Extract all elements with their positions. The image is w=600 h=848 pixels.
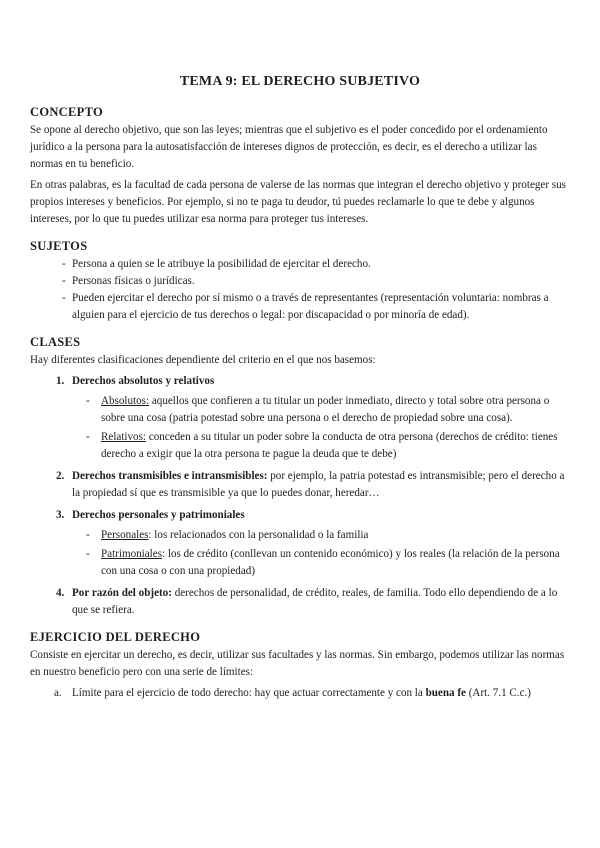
concepto-paragraph-1: Se opone al derecho objetivo, que son las leyes; mientras que el subjetivo es el poder concedido por el ordenamiento jurídico a la persona para la autosatisfacción de intereses dignos de protección, es decir, es el derecho a utilizar las normas en tu beneficio. [30,124,548,170]
term: Absolutos: [101,395,150,407]
clase-item-3 [30,507,570,580]
section-concepto [30,103,570,228]
list-item [72,546,570,580]
clase-item-4 [30,585,570,619]
item-bold-text: buena fe [425,687,466,699]
item-text: (Art. 7.1 C.c.) [465,687,531,699]
heading-clases: CLASES [30,335,81,349]
list-item: - Personas físicas o jurídicas. [30,273,570,290]
term-definition: aquellos que confieren a tu titular un poder inmediato, directo y total sobre otra persona o sobre una cosa (patria potestad sobre una persona o el derecho de propiedad sobre una cosa). [101,395,550,424]
sub-list [72,527,570,580]
item-title: Derechos absolutos y relativos [72,375,215,387]
item-number: 1. [56,375,65,387]
ejercicio-intro: Consiste en ejercitar un derecho, es decir, utilizar sus facultades y las normas. Sin embargo, podemos utilizar las normas en nuestro beneficio pero con una serie de límites: [30,649,565,678]
clases-intro: Hay diferentes clasificaciones dependiente del criterio en el que nos basemos: [30,354,376,366]
item-number: 4. [56,587,65,599]
term: Relativos: [101,431,146,443]
term-definition: : los de crédito (conllevan un contenido económico) y los reales (la relación de la persona con una cosa o con una propiedad) [101,548,560,577]
list-item [30,685,570,702]
item-text: derechos de personalidad, de crédito, reales, de familia. Todo ello dependiendo de a lo que se refiera. [72,587,558,616]
section-ejercicio [30,628,570,702]
list-item: - Pueden ejercitar el derecho por sí mismo o a través de representantes (representación voluntaria: nombras a alguien para el ejercicio de tus derechos o legal: por discapacidad o por minoría de edad). [30,290,570,324]
term-definition: : los relacionados con la personalidad o la familia [148,529,369,541]
item-text: Límite para el ejercicio de todo derecho: hay que actuar correctamente y con la [72,687,426,699]
section-clases [30,333,570,619]
heading-ejercicio: EJERCICIO DEL DERECHO [30,630,201,644]
document-title: TEMA 9: EL DERECHO SUBJETIVO [179,74,421,89]
ejercicio-list [30,685,570,702]
heading-concepto: CONCEPTO [30,105,104,119]
item-title: Derechos personales y patrimoniales [72,509,245,521]
clase-item-2 [30,468,570,502]
item-text: por ejemplo, la patria potestad es intransmisible; pero el derecho a la propiedad sí que es transmisible ya que lo puedes donar, heredar… [72,470,565,499]
term-definition: conceden a su titular un poder sobre la conducta de otra persona (derechos de crédito: tienes derecho a exigir que la otra persona te pague la deuda que te debe) [101,431,558,460]
section-sujetos [30,237,570,324]
term: Patrimoniales [101,548,163,560]
list-item: - Persona a quien se le atribuye la posibilidad de ejercitar el derecho. [30,256,570,273]
item-title: Derechos transmisibles e intransmisibles: [72,470,268,482]
list-item [72,393,570,427]
clase-item-1 [30,373,570,463]
sub-list [72,393,570,463]
concepto-paragraph-2: En otras palabras, es la facultad de cada persona de valerse de las normas que integran el derecho objetivo y proteger sus propios intereses y beneficios. Por ejemplo, si no te paga tu deudor, tú puedes reclamarle lo que te debe y algunos intereses, por lo que tu puedes utilizar esa norma para proteger tus intereses. [30,179,566,225]
sujetos-list [30,256,570,324]
heading-sujetos: SUJETOS [30,239,88,253]
clases-list [30,373,570,619]
list-item [72,527,570,544]
item-letter: a. [54,687,62,699]
item-number: 3. [56,509,65,521]
item-title: Por razón del objeto: [72,587,172,599]
item-number: 2. [56,470,65,482]
term: Personales [101,529,149,541]
list-item [72,429,570,463]
